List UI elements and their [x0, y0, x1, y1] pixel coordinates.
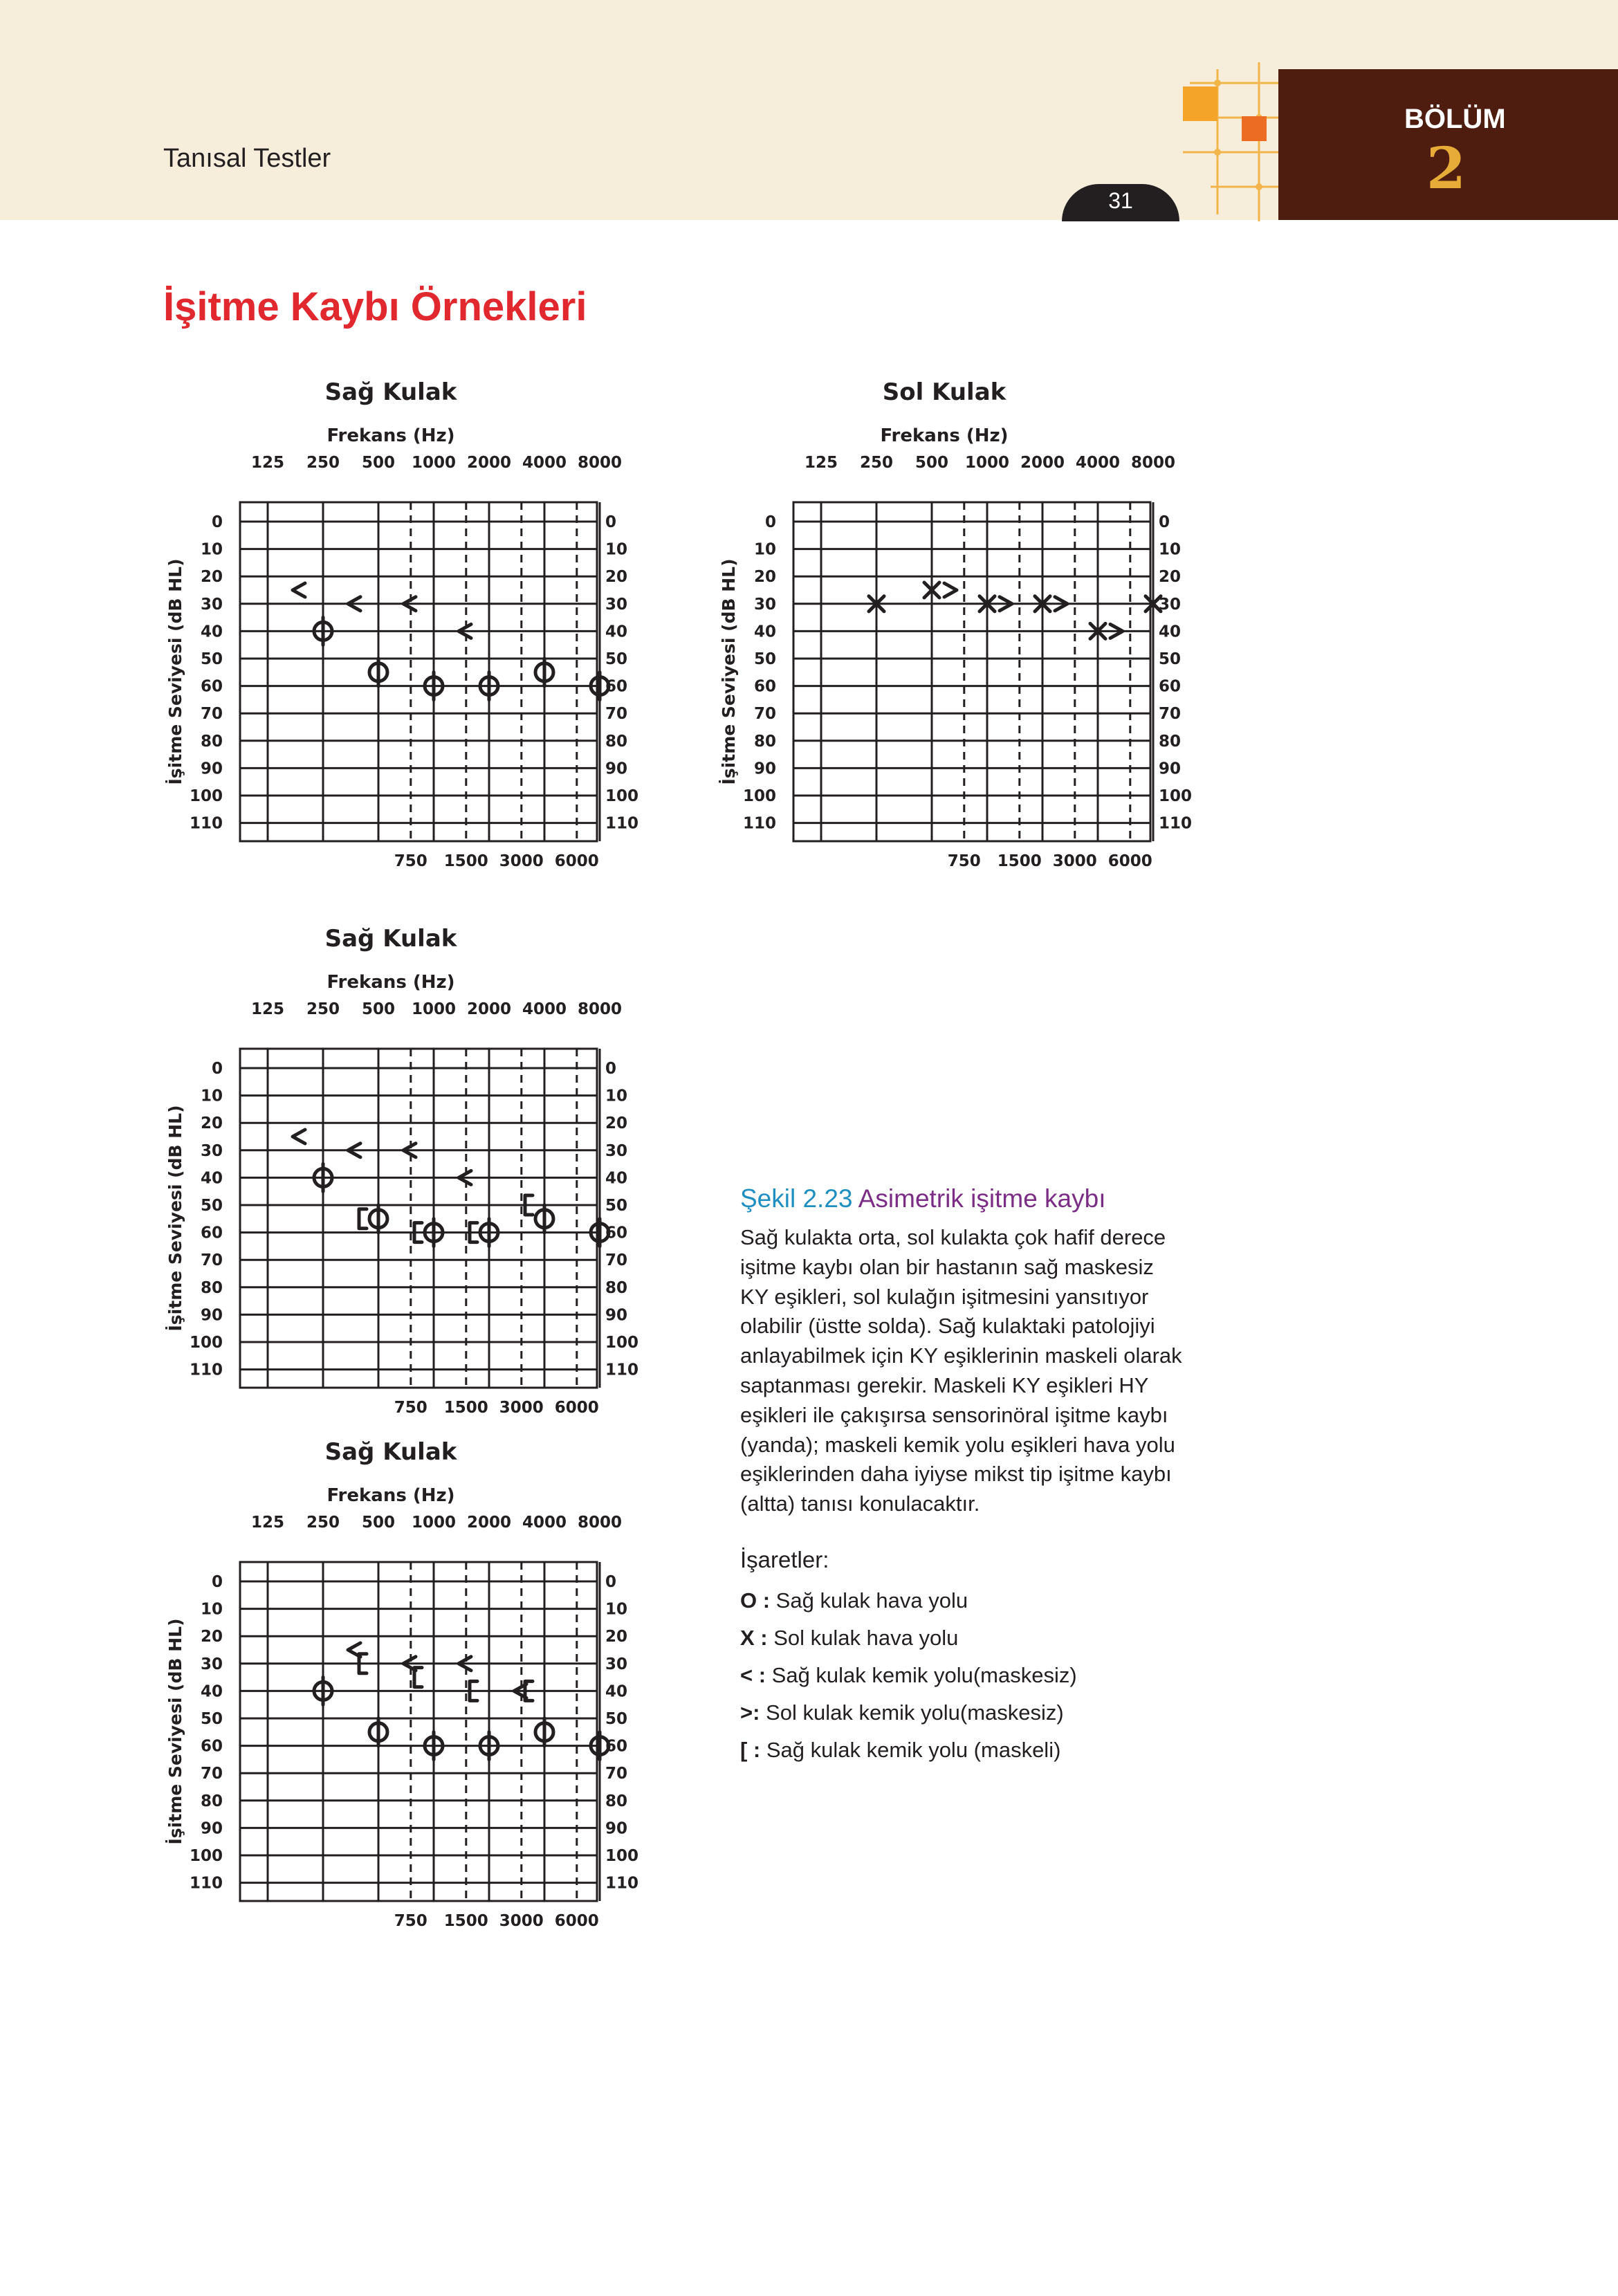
y-tick-label-right: 10 [605, 1600, 628, 1619]
x-tick-label-bottom: 750 [394, 852, 428, 870]
y-tick-label-left: 100 [189, 1334, 223, 1352]
legend-text: Sağ kulak kemik yolu(maskesiz) [766, 1663, 1077, 1687]
legend-item-x [740, 1626, 958, 1651]
marker-o-right-air [535, 659, 553, 686]
x-tick-label-bottom: 6000 [554, 1399, 599, 1417]
y-tick-label-left: 90 [200, 1306, 223, 1325]
x-tick-label-bottom: 3000 [499, 1399, 544, 1417]
y-tick-label-left: 80 [200, 732, 223, 751]
chapter-label: BÖLÜM [1404, 104, 1506, 134]
description-line: KY eşikleri, sol kulağın işitmesini yansıtıyor [740, 1284, 1149, 1309]
y-tick-label-left: 20 [200, 1114, 223, 1133]
y-tick-label-left: 60 [200, 1737, 223, 1756]
y-tick-label-right: 20 [605, 1628, 628, 1646]
page-number: 31 [1108, 188, 1133, 213]
figure-caption [740, 1184, 1105, 1213]
y-tick-label-left: 100 [742, 787, 776, 805]
y-tick-label-right: 10 [605, 540, 628, 559]
x-tick-label: 500 [914, 454, 949, 472]
y-tick-label-right: 110 [605, 814, 639, 833]
y-tick-label-right: 70 [605, 705, 628, 724]
x-tick-label-bottom: 750 [394, 1399, 428, 1417]
y-tick-label-right: 80 [605, 732, 628, 751]
y-tick-label-left: 50 [200, 650, 223, 668]
chart-title: Sol Kulak [882, 378, 1006, 406]
y-tick-label-left: 0 [211, 1573, 223, 1591]
legend-text: Sol kulak kemik yolu(maskesiz) [760, 1700, 1064, 1725]
marker-less-than-right-bone [293, 583, 305, 597]
y-tick-label-left: 70 [200, 1251, 223, 1270]
legend-item-less-than [740, 1663, 1077, 1688]
x-axis-label: Frekans (Hz) [327, 425, 455, 446]
x-tick-label-bottom: 750 [394, 1912, 428, 1930]
legend-symbol: [ : [740, 1738, 761, 1762]
y-tick-label-left: 40 [753, 623, 776, 641]
legend-symbol: >: [740, 1700, 760, 1725]
y-tick-label-right: 20 [605, 1114, 628, 1133]
y-tick-label-left: 20 [753, 568, 776, 587]
y-tick-label-right: 40 [605, 1682, 628, 1701]
y-tick-label-right: 50 [605, 650, 628, 668]
x-tick-label: 4000 [522, 1000, 567, 1018]
y-tick-label-right: 0 [605, 1573, 617, 1591]
y-tick-label-right: 50 [1159, 650, 1182, 668]
y-tick-label-right: 40 [605, 1169, 628, 1188]
x-tick-label: 250 [306, 1514, 340, 1532]
marker-o-right-air [535, 1718, 553, 1746]
description-line: (yanda); maskeli kemik yolu eşikleri hava yolu [740, 1432, 1175, 1457]
y-tick-label-left: 70 [753, 705, 776, 724]
y-tick-label-left: 70 [200, 1765, 223, 1783]
y-tick-label-right: 0 [605, 513, 617, 531]
y-tick-label-left: 10 [200, 540, 223, 559]
x-tick-label: 8000 [577, 454, 623, 472]
y-tick-label-left: 30 [200, 595, 223, 614]
description-line: eşikleri ile çakışırsa sensorinöral işitme kaybı [740, 1402, 1168, 1427]
legend-text: Sol kulak hava yolu [767, 1626, 959, 1650]
x-tick-label: 125 [250, 454, 285, 472]
y-tick-label-right: 70 [605, 1251, 628, 1270]
x-tick-label: 8000 [577, 1000, 623, 1018]
y-tick-label-left: 10 [200, 1087, 223, 1105]
y-tick-label-right: 30 [605, 1655, 628, 1673]
y-tick-label-left: 40 [200, 623, 223, 641]
x-tick-label: 250 [859, 454, 894, 472]
audiogram-right-ear-masked-sensorineural [159, 913, 639, 1418]
x-tick-label: 1000 [411, 1514, 457, 1532]
x-tick-label: 1000 [964, 454, 1010, 472]
y-tick-label-left: 110 [189, 814, 223, 833]
x-tick-label: 250 [306, 1000, 340, 1018]
y-tick-label-right: 70 [1159, 705, 1182, 724]
legend-symbol: O : [740, 1588, 771, 1613]
y-tick-label-right: 80 [605, 1278, 628, 1297]
y-tick-label-left: 50 [200, 1197, 223, 1215]
y-tick-label-left: 60 [200, 677, 223, 696]
y-tick-label-right: 60 [605, 677, 628, 696]
y-tick-label-right: 90 [605, 1306, 628, 1325]
y-tick-label-left: 100 [189, 787, 223, 805]
y-tick-label-left: 0 [764, 513, 776, 531]
y-tick-label-right: 30 [605, 1141, 628, 1160]
y-tick-label-right: 30 [605, 595, 628, 614]
marker-o-right-air [369, 1205, 387, 1233]
y-axis-label: İşitme Seviyesi (dB HL) [165, 1618, 185, 1845]
chart-title: Sağ Kulak [324, 1438, 457, 1466]
y-tick-label-right: 70 [605, 1765, 628, 1783]
figure-description [740, 1223, 1197, 1519]
x-tick-label: 4000 [1075, 454, 1121, 472]
y-tick-label-left: 10 [200, 1600, 223, 1619]
legend-item-greater-than [740, 1700, 1064, 1725]
y-tick-label-left: 0 [211, 1060, 223, 1078]
legend-item-o [740, 1588, 968, 1613]
legend-item-bracket [740, 1738, 1060, 1763]
y-tick-label-right: 0 [1159, 513, 1170, 531]
x-tick-label-bottom: 1500 [443, 1912, 488, 1930]
y-tick-label-left: 110 [189, 1361, 223, 1379]
y-tick-label-right: 40 [605, 623, 628, 641]
x-axis-label: Frekans (Hz) [327, 972, 455, 993]
x-tick-label: 500 [361, 454, 396, 472]
description-line: anlayabilmek için KY eşiklerinin maskeli olarak [740, 1343, 1182, 1368]
y-tick-label-right: 50 [605, 1710, 628, 1728]
marker-bracket-right-bone-masked [414, 1668, 422, 1687]
legend-text: Sağ kulak hava yolu [770, 1588, 968, 1613]
y-tick-label-right: 10 [1159, 540, 1182, 559]
y-tick-label-left: 50 [200, 1710, 223, 1728]
y-tick-label-right: 90 [605, 1819, 628, 1838]
x-tick-label: 125 [250, 1514, 285, 1532]
legend-symbol: X : [740, 1626, 768, 1650]
y-tick-label-left: 110 [742, 814, 776, 833]
audiogram-left-ear [713, 367, 1193, 872]
y-tick-label-left: 80 [200, 1278, 223, 1297]
x-tick-label: 500 [361, 1514, 396, 1532]
x-tick-label-bottom: 3000 [1052, 852, 1097, 870]
y-tick-label-right: 60 [605, 1737, 628, 1756]
legend-text: Sağ kulak kemik yolu (maskeli) [760, 1738, 1061, 1762]
y-tick-label-right: 100 [605, 1847, 639, 1865]
x-tick-label-bottom: 3000 [499, 1912, 544, 1930]
x-tick-label: 2000 [466, 1000, 512, 1018]
y-tick-label-left: 70 [200, 705, 223, 724]
x-tick-label: 125 [250, 1000, 285, 1018]
x-tick-label-bottom: 6000 [554, 1912, 599, 1930]
y-tick-label-right: 10 [605, 1087, 628, 1105]
y-tick-label-left: 40 [200, 1169, 223, 1188]
x-tick-label-bottom: 6000 [1107, 852, 1152, 870]
audiogram-right-ear-masked-mixed [159, 1426, 639, 1931]
legend-title: İşaretler: [740, 1547, 829, 1572]
y-tick-label-right: 90 [605, 760, 628, 778]
y-tick-label-left: 10 [753, 540, 776, 559]
y-tick-label-left: 110 [189, 1874, 223, 1893]
marker-greater-than-left-bone [944, 583, 957, 597]
y-tick-label-left: 30 [753, 595, 776, 614]
y-tick-label-left: 90 [753, 760, 776, 778]
y-tick-label-left: 20 [200, 568, 223, 587]
figure-title: Asimetrik işitme kaybı [858, 1184, 1106, 1213]
y-tick-label-right: 20 [605, 568, 628, 587]
x-tick-label: 125 [804, 454, 838, 472]
description-line: Sağ kulakta orta, sol kulakta çok hafif derece [740, 1225, 1166, 1249]
x-tick-label: 2000 [466, 1514, 512, 1532]
y-tick-label-right: 40 [1159, 623, 1182, 641]
description-line: eşiklerinden daha iyiyse mikst tip işitme kaybı [740, 1462, 1172, 1487]
y-tick-label-right: 20 [1159, 568, 1182, 587]
y-tick-label-right: 50 [605, 1197, 628, 1215]
y-tick-label-left: 80 [753, 732, 776, 751]
description-line: olabilir (üstte solda). Sağ kulaktaki patolojiyi [740, 1314, 1155, 1339]
description-line: işitme kaybı olan bir hastanın sağ maskesiz [740, 1254, 1154, 1279]
x-tick-label: 8000 [577, 1514, 623, 1532]
x-tick-label-bottom: 750 [947, 852, 981, 870]
x-tick-label-bottom: 1500 [443, 1399, 488, 1417]
description-line: saptanması gerekir. Maskeli KY eşikleri HY [740, 1372, 1149, 1397]
x-tick-label-bottom: 6000 [554, 852, 599, 870]
chart-title: Sağ Kulak [324, 378, 457, 406]
x-tick-label: 2000 [1020, 454, 1065, 472]
x-tick-label: 500 [361, 1000, 396, 1018]
y-tick-label-right: 60 [605, 1224, 628, 1242]
y-tick-label-left: 0 [211, 513, 223, 531]
y-tick-label-left: 20 [200, 1628, 223, 1646]
legend-symbol: < : [740, 1663, 766, 1687]
y-tick-label-left: 80 [200, 1792, 223, 1810]
chapter-number: 2 [1426, 136, 1467, 202]
y-axis-label: İşitme Seviyesi (dB HL) [165, 558, 185, 785]
y-tick-label-left: 90 [200, 1819, 223, 1838]
x-tick-label-bottom: 1500 [997, 852, 1042, 870]
marker-o-right-air [535, 1205, 553, 1233]
y-tick-label-left: 40 [200, 1682, 223, 1701]
x-tick-label: 4000 [522, 1514, 567, 1532]
y-tick-label-left: 60 [753, 677, 776, 696]
y-tick-label-right: 0 [605, 1060, 617, 1078]
y-tick-label-right: 100 [605, 1334, 639, 1352]
y-tick-label-right: 100 [1159, 787, 1193, 805]
x-axis-label: Frekans (Hz) [880, 425, 1009, 446]
y-tick-label-left: 90 [200, 760, 223, 778]
x-tick-label: 8000 [1130, 454, 1176, 472]
y-tick-label-right: 110 [605, 1361, 639, 1379]
running-title: Tanısal Testler [163, 144, 331, 173]
y-tick-label-right: 90 [1159, 760, 1182, 778]
x-tick-label-bottom: 3000 [499, 852, 544, 870]
x-axis-label: Frekans (Hz) [327, 1485, 455, 1506]
marker-bracket-right-bone-masked [359, 1209, 367, 1229]
marker-o-right-air [369, 659, 387, 686]
x-tick-label: 250 [306, 454, 340, 472]
marker-o-right-air [369, 1718, 387, 1746]
x-tick-label: 4000 [522, 454, 567, 472]
y-tick-label-left: 50 [753, 650, 776, 668]
y-tick-label-right: 100 [605, 787, 639, 805]
x-tick-label-bottom: 1500 [443, 852, 488, 870]
audiogram-right-ear-unmasked [159, 367, 639, 872]
description-line: (altta) tanısı konulacaktır. [740, 1491, 980, 1516]
y-tick-label-left: 60 [200, 1224, 223, 1242]
chart-title: Sağ Kulak [324, 925, 457, 953]
y-tick-label-left: 100 [189, 1847, 223, 1865]
y-tick-label-right: 110 [605, 1874, 639, 1893]
y-tick-label-right: 80 [605, 1792, 628, 1810]
marker-less-than-right-bone [293, 1130, 305, 1144]
y-tick-label-left: 30 [200, 1141, 223, 1160]
y-tick-label-right: 30 [1159, 595, 1182, 614]
y-tick-label-right: 80 [1159, 732, 1182, 751]
x-tick-label: 2000 [466, 454, 512, 472]
x-tick-label: 1000 [411, 454, 457, 472]
section-title: İşitme Kaybı Örnekleri [163, 284, 587, 329]
x-tick-label: 1000 [411, 1000, 457, 1018]
y-tick-label-left: 30 [200, 1655, 223, 1673]
y-tick-label-right: 60 [1159, 677, 1182, 696]
y-tick-label-right: 110 [1159, 814, 1193, 833]
y-axis-label: İşitme Seviyesi (dB HL) [165, 1105, 185, 1332]
y-axis-label: İşitme Seviyesi (dB HL) [719, 558, 739, 785]
figure-number: Şekil 2.23 [740, 1184, 853, 1213]
